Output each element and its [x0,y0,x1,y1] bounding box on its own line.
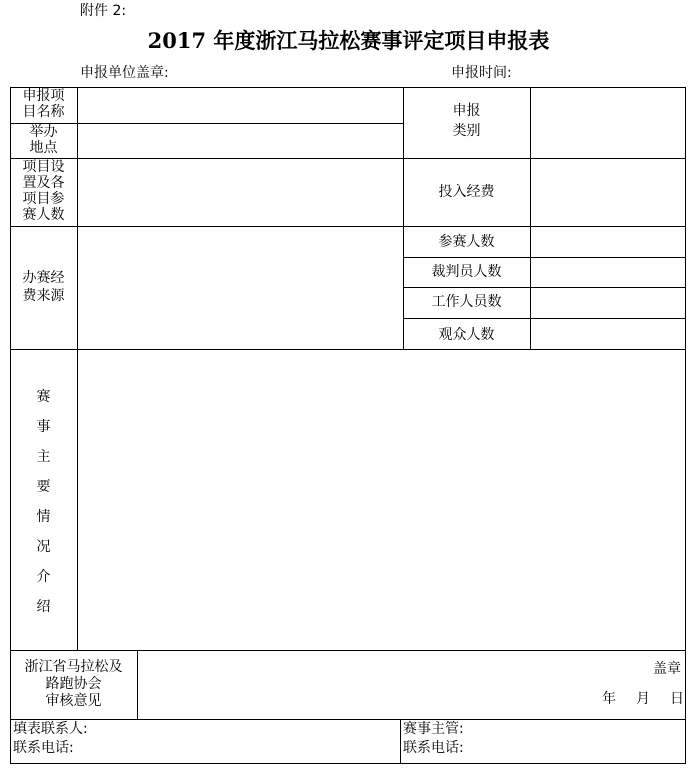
referees-field[interactable] [531,258,685,287]
review-label-line1: 浙江省马拉松及 [24,659,123,675]
date-day-label: 日 [670,691,684,707]
funding-label-line1: 办赛经 [22,270,65,286]
category-label-line1: 申报 [452,103,481,119]
project-name-field[interactable] [78,88,403,123]
project-name-label-line2: 目名称 [22,104,65,120]
rule [10,763,686,764]
intro-char: 事 [36,419,51,435]
intro-char: 情 [36,509,51,525]
date-month-label: 月 [636,691,650,707]
referees-label: 裁判员人数 [431,264,502,280]
venue-label-line1: 举办 [29,124,58,140]
settings-label-line4: 赛人数 [22,207,65,223]
supervisor-contact-field[interactable] [480,720,684,763]
settings-label-line2: 置及各 [22,175,65,191]
supervisor-phone-label: 联系电话: [403,740,464,756]
participants-field[interactable] [531,227,685,257]
spectators-label: 观众人数 [438,327,495,343]
rule [685,87,686,764]
filler-contact-field[interactable] [110,720,398,763]
filler-contact-label: 填表联系人: [13,721,88,737]
funding-field[interactable] [78,227,403,349]
intro-char: 赛 [36,389,51,405]
review-label-line3: 审核意见 [45,693,102,709]
intro-char: 介 [36,569,51,585]
investment-label: 投入经费 [438,184,495,200]
staff-field[interactable] [531,288,685,318]
intro-label [10,382,77,622]
event-supervisor-label: 赛事主管: [403,721,464,737]
applicant-seal-label: 申报单位盖章: [80,65,169,81]
intro-field[interactable] [78,350,685,650]
intro-char: 绍 [36,599,51,615]
settings-field[interactable] [78,159,403,226]
filler-phone-label: 联系电话: [13,740,74,756]
date-year-label: 年 [602,691,616,707]
project-name-label-line1: 申报项 [22,88,65,104]
intro-char: 要 [36,479,51,495]
participants-label: 参赛人数 [438,234,495,250]
funding-label-line2: 费来源 [22,288,65,304]
settings-label-line1: 项目设 [22,159,65,175]
seal-label: 盖章 [653,661,681,677]
settings-label-line3: 项目参 [22,191,65,207]
review-label-line2: 路跑协会 [45,676,102,692]
staff-label: 工作人员数 [431,294,502,310]
apply-time-label: 申报时间: [451,65,512,81]
intro-char: 主 [36,449,51,465]
category-field[interactable] [531,88,685,158]
intro-char: 况 [36,539,51,555]
attachment-label: 附件 2: [80,3,127,19]
form-title: 2017 年度浙江马拉松赛事评定项目申报表 [147,28,550,53]
review-field[interactable] [138,651,685,719]
category-label-line2: 类别 [452,123,481,139]
rule [400,719,401,764]
venue-label-line2: 地点 [29,140,58,156]
spectators-field[interactable] [531,319,685,349]
investment-field[interactable] [531,159,685,226]
venue-field[interactable] [78,124,403,158]
